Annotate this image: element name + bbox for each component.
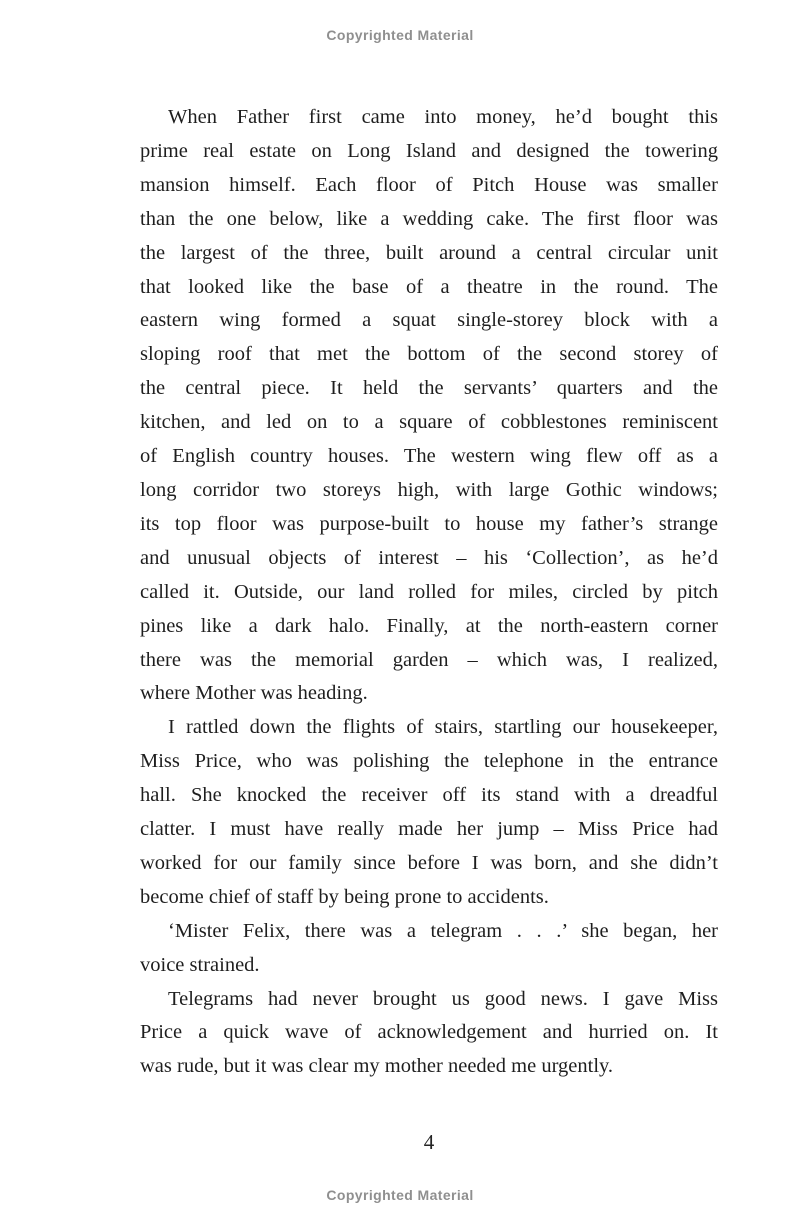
text-line: mansion himself. Each floor of Pitch House was smaller xyxy=(140,173,718,196)
paragraph xyxy=(140,101,718,711)
text-line: and unusual objects of interest – his ‘Collection’, as he’d xyxy=(140,546,718,569)
paragraph xyxy=(140,711,718,914)
text-line: Miss Price, who was polishing the telephone in the entrance xyxy=(140,750,718,773)
text-line: long corridor two storeys high, with large Gothic windows; xyxy=(140,478,718,501)
text-line: Price a quick wave of acknowledgement and hurried on. It xyxy=(140,1021,718,1044)
text-line: worked for our family since before I was born, and she didn’t xyxy=(140,851,718,874)
text-line: When Father first came into money, he’d bought this xyxy=(168,106,718,128)
text-line: where Mother was heading. xyxy=(140,682,368,705)
text-line: there was the memorial garden – which was, I realized, xyxy=(140,648,718,671)
text-line: eastern wing formed a squat single-storey block with a xyxy=(140,309,718,332)
text-line: was rude, but it was clear my mother needed me urgently. xyxy=(140,1055,614,1078)
text-line: of English country houses. The western wing flew off as a xyxy=(140,445,718,468)
text-line: ‘Mister Felix, there was a telegram . . .’ she began, her xyxy=(168,919,718,942)
copyright-notice-bottom: Copyrighted Material xyxy=(326,1187,474,1203)
text-line: I rattled down the flights of stairs, startling our housekeeper, xyxy=(168,716,718,739)
copyright-notice-top: Copyrighted Material xyxy=(326,27,474,43)
text-line: Telegrams had never brought us good news. I gave Miss xyxy=(168,987,718,1010)
text-line: than the one below, like a wedding cake. The first floor was xyxy=(140,207,718,230)
text-line: called it. Outside, our land rolled for miles, circled by pitch xyxy=(140,580,718,603)
text-line: become chief of staff by being prone to accidents. xyxy=(140,885,549,908)
text-line: prime real estate on Long Island and designed the towering xyxy=(140,139,718,162)
text-line: voice strained. xyxy=(140,953,260,976)
paragraph xyxy=(140,915,718,983)
text-line: hall. She knocked the receiver off its stand with a dreadful xyxy=(140,784,718,807)
text-line: the largest of the three, built around a central circular unit xyxy=(140,241,718,264)
text-line: sloping roof that met the bottom of the second storey of xyxy=(140,343,718,366)
text-line: pines like a dark halo. Finally, at the north-eastern corner xyxy=(140,614,718,637)
page-number: 4 xyxy=(423,1130,435,1154)
text-line: the central piece. It held the servants’ quarters and the xyxy=(140,377,718,400)
page-text xyxy=(140,101,718,1084)
text-line: clatter. I must have really made her jump – Miss Price had xyxy=(140,818,718,841)
text-line: that looked like the base of a theatre in the round. The xyxy=(140,275,718,298)
text-line: kitchen, and led on to a square of cobblestones reminiscent xyxy=(140,411,718,434)
text-line: its top floor was purpose-built to house my father’s strange xyxy=(140,512,718,535)
paragraph xyxy=(140,983,718,1085)
